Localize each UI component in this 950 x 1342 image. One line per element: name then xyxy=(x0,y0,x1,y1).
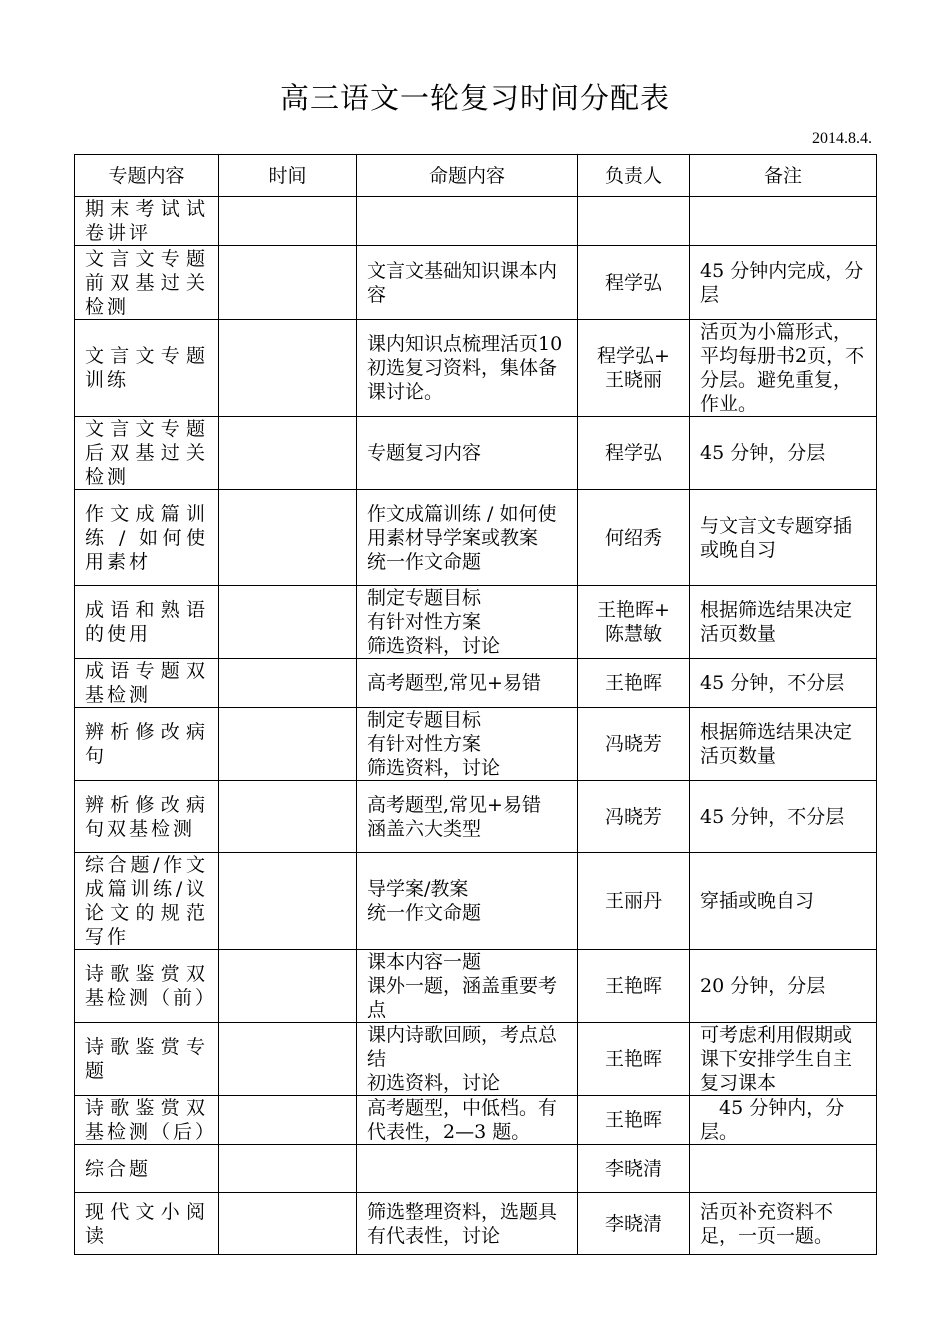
cell-content: 高考题型，中低档。有代表性，2—3 题。 xyxy=(357,1096,578,1145)
table-row xyxy=(75,586,877,659)
cell-note: 20 分钟，分层 xyxy=(690,950,877,1023)
cell-topic: 辨析修改病句双基检测 xyxy=(75,781,219,853)
cell-note: 根据筛选结果决定活页数量 xyxy=(690,586,877,659)
cell-person: 王艳晖+ 陈慧敏 xyxy=(578,586,690,659)
cell-topic: 文言文专题训练 xyxy=(75,320,219,417)
cell-person: 程学弘 xyxy=(578,246,690,320)
cell-time xyxy=(219,586,357,659)
cell-person: 王丽丹 xyxy=(578,853,690,950)
table-row xyxy=(75,853,877,950)
cell-person: 王艳晖 xyxy=(578,950,690,1023)
cell-topic: 文言文专题前双基过关检测 xyxy=(75,246,219,320)
cell-time xyxy=(219,659,357,708)
cell-content: 制定专题目标 有针对性方案 筛选资料，讨论 xyxy=(357,586,578,659)
cell-content xyxy=(357,1145,578,1193)
cell-time xyxy=(219,950,357,1023)
cell-time xyxy=(219,246,357,320)
cell-topic: 诗歌鉴赏双基检测（后） xyxy=(75,1096,219,1145)
header-time: 时间 xyxy=(219,155,357,197)
table-row xyxy=(75,246,877,320)
cell-time xyxy=(219,320,357,417)
header-person: 负责人 xyxy=(578,155,690,197)
cell-topic: 综合题 xyxy=(75,1145,219,1193)
cell-content: 筛选整理资料，选题具有代表性，讨论 xyxy=(357,1193,578,1255)
table-row xyxy=(75,950,877,1023)
cell-person: 李晓清 xyxy=(578,1193,690,1255)
cell-topic: 现代文小阅读 xyxy=(75,1193,219,1255)
cell-content: 高考题型,常见+易错 涵盖六大类型 xyxy=(357,781,578,853)
cell-note: 45 分钟，不分层 xyxy=(690,781,877,853)
cell-content xyxy=(357,197,578,246)
table-row xyxy=(75,1023,877,1096)
cell-note: 45 分钟，不分层 xyxy=(690,659,877,708)
cell-note: 可考虑利用假期或课下安排学生自主复习课本 xyxy=(690,1023,877,1096)
cell-time xyxy=(219,197,357,246)
cell-time xyxy=(219,1145,357,1193)
cell-person: 程学弘 xyxy=(578,417,690,490)
cell-time xyxy=(219,417,357,490)
table-row xyxy=(75,197,877,246)
cell-time xyxy=(219,1193,357,1255)
cell-topic: 诗歌鉴赏双基检测（前） xyxy=(75,950,219,1023)
cell-person: 王艳晖 xyxy=(578,659,690,708)
cell-time xyxy=(219,490,357,586)
cell-time xyxy=(219,708,357,781)
cell-content: 课内知识点梳理活页10 初选复习资料，集体备课讨论。 xyxy=(357,320,578,417)
table-row xyxy=(75,490,877,586)
cell-topic: 文言文专题后双基过关检测 xyxy=(75,417,219,490)
cell-topic: 成语和熟语的使用 xyxy=(75,586,219,659)
table-row xyxy=(75,1145,877,1193)
table-header-row xyxy=(75,155,877,197)
cell-content: 课本内容一题 课外一题，涵盖重要考点 xyxy=(357,950,578,1023)
cell-topic: 综合题/作文成篇训练/议论文的规范写作 xyxy=(75,853,219,950)
cell-topic: 期末考试试卷讲评 xyxy=(75,197,219,246)
table-row xyxy=(75,1193,877,1255)
cell-note xyxy=(690,197,877,246)
cell-topic: 辨析修改病句 xyxy=(75,708,219,781)
cell-note: 与文言文专题穿插或晚自习 xyxy=(690,490,877,586)
cell-note: 活页补充资料不足，一页一题。 xyxy=(690,1193,877,1255)
table-row xyxy=(75,417,877,490)
cell-note: 45 分钟，分层 xyxy=(690,417,877,490)
cell-note: 穿插或晚自习 xyxy=(690,853,877,950)
cell-person: 冯晓芳 xyxy=(578,708,690,781)
cell-content: 专题复习内容 xyxy=(357,417,578,490)
cell-content: 高考题型,常见+易错 xyxy=(357,659,578,708)
cell-person: 李晓清 xyxy=(578,1145,690,1193)
cell-content: 文言文基础知识课本内容 xyxy=(357,246,578,320)
document-date: 2014.8.4. xyxy=(812,130,872,147)
cell-topic: 成语专题双基检测 xyxy=(75,659,219,708)
cell-person: 何绍秀 xyxy=(578,490,690,586)
cell-topic: 诗歌鉴赏专题 xyxy=(75,1023,219,1096)
cell-content: 作文成篇训练 / 如何使用素材导学案或教案 统一作文命题 xyxy=(357,490,578,586)
cell-person: 王艳晖 xyxy=(578,1096,690,1145)
cell-time xyxy=(219,781,357,853)
table-row xyxy=(75,320,877,417)
table-row xyxy=(75,708,877,781)
cell-time xyxy=(219,1023,357,1096)
schedule-table xyxy=(74,154,877,1255)
cell-content: 制定专题目标 有针对性方案 筛选资料，讨论 xyxy=(357,708,578,781)
cell-note: 45 分钟内，分层。 xyxy=(690,1096,877,1145)
cell-person: 冯晓芳 xyxy=(578,781,690,853)
table-row xyxy=(75,781,877,853)
cell-note: 根据筛选结果决定活页数量 xyxy=(690,708,877,781)
table-row xyxy=(75,1096,877,1145)
header-topic: 专题内容 xyxy=(75,155,219,197)
cell-topic: 作文成篇训练 / 如何使用素材 xyxy=(75,490,219,586)
cell-note: 45 分钟内完成，分层 xyxy=(690,246,877,320)
cell-person xyxy=(578,197,690,246)
cell-note xyxy=(690,1145,877,1193)
cell-content: 导学案/教案 统一作文命题 xyxy=(357,853,578,950)
cell-time xyxy=(219,853,357,950)
cell-time xyxy=(219,1096,357,1145)
header-note: 备注 xyxy=(690,155,877,197)
page-title: 高三语文一轮复习时间分配表 xyxy=(279,81,670,115)
cell-person: 程学弘+ 王晓丽 xyxy=(578,320,690,417)
cell-note: 活页为小篇形式，平均每册书2页，不分层。避免重复，作业。 xyxy=(690,320,877,417)
cell-content: 课内诗歌回顾，考点总结 初选资料，讨论 xyxy=(357,1023,578,1096)
cell-person: 王艳晖 xyxy=(578,1023,690,1096)
table-row xyxy=(75,659,877,708)
header-content: 命题内容 xyxy=(357,155,578,197)
